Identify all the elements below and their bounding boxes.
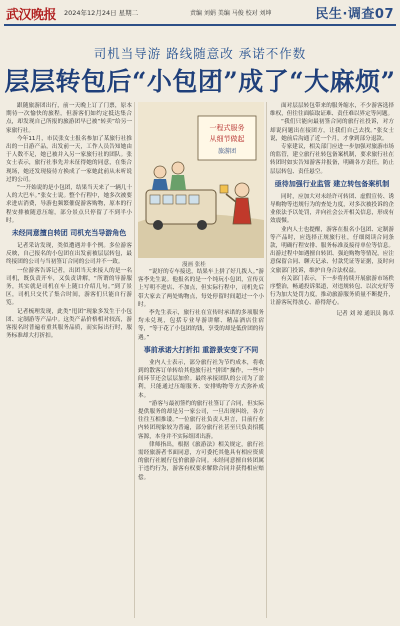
- article-column-1: [6, 102, 132, 618]
- illustration-sign-line: 一程式服务: [209, 124, 245, 132]
- paragraph: “说好的专车接送，结果车上拼了好几拨人。”游客李先生说。他报名的是一个纯玩小包团，宣传页上写明不进店、不加点，但实际行程中，司机先后带大家去了两处购物点，每处停留时间超过一个小时。: [138, 269, 264, 308]
- paragraph: 业内人士表示，部分旅行社为节约成本，将收到的散客订单转给其他旅行社“拼团”操作，一些中间环节还会层层加价。最终承接团队的公司为了盈利，只能通过压缩服务、安排购物等方式弥补成本。: [138, 359, 264, 399]
- column-divider: [266, 102, 267, 618]
- paragraph: 专家建议，相关部门应进一步加强对旅游市场的监管，建立旅行社转包备案机制，要求旅行社在转团时如实告知游客并报备，明确各方责任，防止层层转包、责任悬空。: [270, 144, 394, 175]
- paragraph: 李先生表示，旅行社在宣传时承诺的多项服务均未兑现，包括专业导游讲解、精品酒店住宿等，“等于花了小包团的钱，享受的却是低价团的待遇。”: [138, 310, 264, 341]
- paragraph: “一开始说的是小包团，结果当天来了一辆几十人的大巴车。”张女士说。整个行程中，她多次被要求进店消费，导游也频繁催促游客购物，原本的行程安排被随意压缩，部分景点只停留了不到半小时。: [6, 185, 132, 224]
- cartoon-drawing: [138, 102, 264, 258]
- column-divider: [134, 102, 135, 618]
- editor-credits: 责编 刘娟 美编 马俊 校对 刘坤: [190, 10, 272, 17]
- crosshead: 未经同意擅自转团 司机充当导游角色: [11, 229, 127, 238]
- byline: 记者 刘 琼 通讯员 陈卓: [336, 310, 394, 317]
- masthead-rule: [4, 24, 396, 26]
- paragraph: 今年11月，市民张女士报名参加了某旅行社推出的一日游产品，出发前一天，工作人员告知她由于人数不足，她已被并入另一家旅行社的团队。张女士表示，旅行社事先并未征得她的同意，在集合现场，她还发现接待方换成了一家她此前从未听说过的公司。: [6, 135, 132, 183]
- paragraph: “游客与最初签约的旅行社签订了合同，但实际提供服务的却是另一家公司，一旦出现纠纷，各方往往互相推诿。”一位旅行社负责人坦言，目前行业内转团现象较为普遍，部分旅行社甚至只负责招揽客源，本身并不实际组团出游。: [138, 400, 264, 440]
- article-headline: 层层转包后“小包团”成了“大麻烦”: [4, 67, 396, 96]
- page-number: 07: [374, 7, 394, 22]
- article-subhead: 司机当导游 路线随意改 承诺不作数: [93, 46, 307, 61]
- paragraph: 记者采访发现，类似遭遇并非个例。多位游客反映，自己报名的小包团在出发前被层层转包，最终接团的公司与当初签订合同的公司并不一致。: [6, 243, 132, 266]
- paragraph: 业内人士也提醒，游客在报名小包团、定制游等产品时，应选择正规旅行社，仔细阅读合同条款，明确行程安排、服务标准及接待单位等信息。出游过程中如遇擅自转团、强迫购物等情况，应注意保留合同、聊天记录、付款凭证等证据，及时向文旅部门投诉，维护自身合法权益。: [270, 226, 394, 274]
- section-name: 民生: [315, 7, 343, 22]
- paragraph: “我们只能向最初签合同的旅行社投诉，对方却说问题出在接团方，让我们自己去找。”张女士说，她前后沟通了近一个月，才拿到部分退款。: [270, 119, 394, 142]
- illustration-sign-line: 从细节做起: [209, 135, 245, 143]
- paragraph: 同时，应加大对未经许可转团、虚假宣传、诱导购物等违规行为的查处力度，对多次被投诉的企业依法予以处罚，并向社会公开相关信息，形成有效震慑。: [270, 193, 394, 225]
- article-column-3: [270, 102, 394, 618]
- section-title: [315, 3, 394, 22]
- newspaper-name: 武汉晚报: [6, 8, 57, 23]
- crosshead: 事前承诺大打折扣 重游景安变了不同: [143, 345, 259, 354]
- section-sub: 调查: [347, 7, 375, 22]
- masthead: [0, 0, 400, 24]
- illustration-sign-line: 旅游团: [217, 148, 237, 155]
- crosshead: 亟待加强行业监管 建立转包备案机制: [274, 179, 390, 188]
- article-column-2: [138, 268, 264, 618]
- paragraph: 面对层层转包带来的服务缩水，不少游客选择维权，但往往面临取证难、责任难以界定等问题。: [270, 103, 394, 118]
- paragraph: 跟随旅游团出行，前一天晚上订了门票，原本期待一次愉快的旅程，但游客们如约定抵达集合点，却发现自己所报的旅游团早已被“转卖”给另一家旅行社。: [6, 103, 132, 134]
- paragraph: 律师指出，根据《旅游法》相关规定，旅行社需经旅游者书面同意，方可委托其他具有相应资质的旅行社履行包价旅游合同。未经同意擅自转团属于违约行为，游客有权要求解除合同并获得相应赔偿。: [138, 441, 264, 481]
- issue-date: 2024年12月24日 星期二: [64, 9, 139, 17]
- paragraph: 有关部门表示，下一步将持续开展旅游市场秩序整治，畅通投诉渠道，对违规转包、以次充好等行为加大处罚力度，推动旅游服务质量不断提升，让游客玩得放心、游得舒心。: [270, 275, 394, 307]
- cartoon-illustration: [138, 102, 264, 258]
- paragraph: 一位游客告诉记者，出团当天来接人的是一名司机，既负责开车，又负责讲解，“所谓的导游服务，其实就是司机在车上随口介绍几句。”到了景区，司机只交代了集合时间，游客们只能自行游览。: [6, 267, 132, 307]
- paragraph: 记者梳理发现，此类“甩团”现象多发生于小包团、定制游等产品中。这类产品价格相对较高，游客报名时普遍看重其服务品质，而实际出行时，服务标准却大打折扣。: [6, 308, 132, 340]
- illustration-credit: 漫画 张桂: [182, 262, 206, 268]
- section-dot: ·: [342, 7, 348, 22]
